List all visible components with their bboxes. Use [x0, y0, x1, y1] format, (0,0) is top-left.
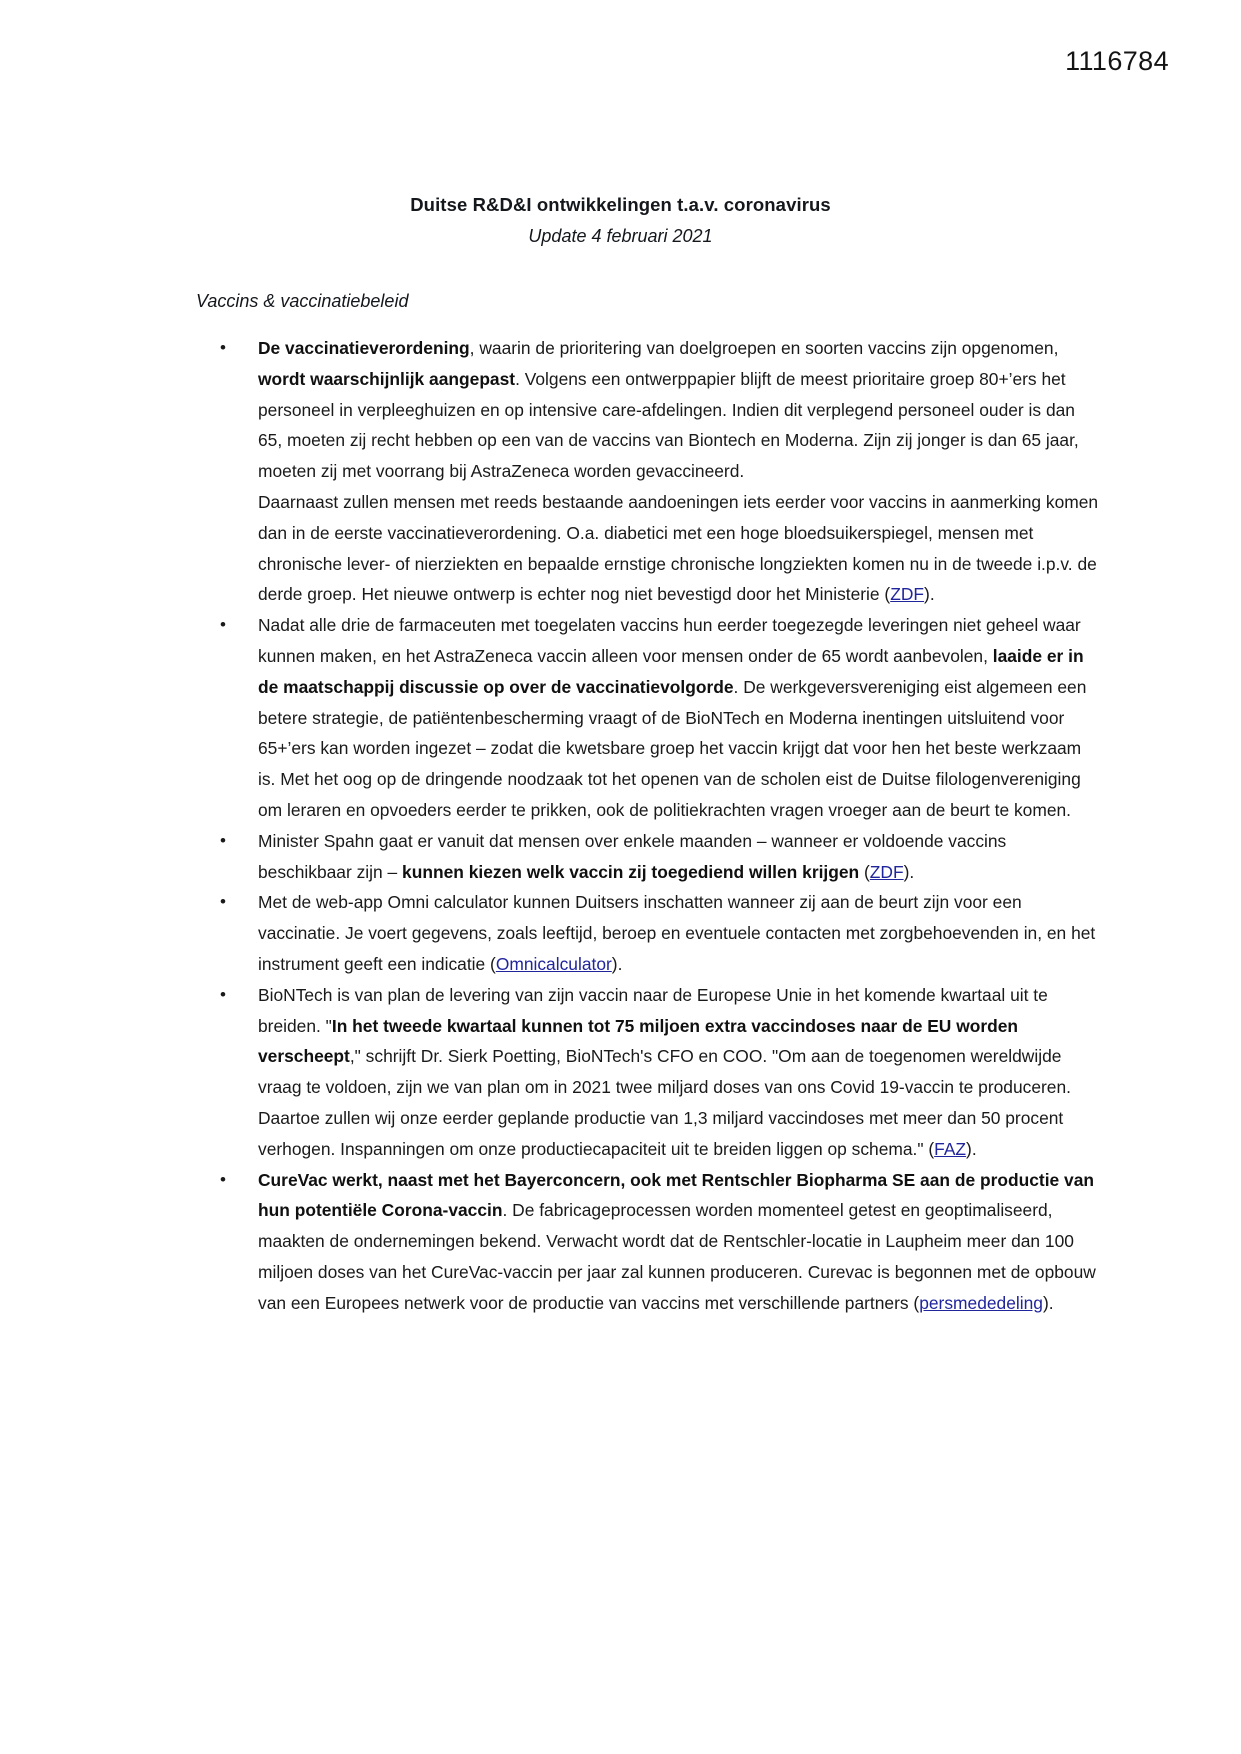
bullet-item: [196, 333, 1102, 610]
body-text: . Volgens een ontwerppapier blijft de meest prioritaire groep 80+’ers het personeel in verpleeghuizen en op intensive care-afdelingen. Indien dit verplegend personeel ouder is dan 65, moeten zij recht hebben op een van de vaccins van Biontech en Moderna. Zijn zij jonger is dan 65 jaar, moeten zij met voorrang bij AstraZeneca worden gevaccineerd.: [258, 368, 1079, 482]
body-text: (: [859, 861, 870, 882]
emphasis-text: wordt waarschijnlijk aangepast: [258, 368, 516, 389]
body-text: ).: [966, 1138, 977, 1159]
body-text: ).: [611, 953, 623, 974]
body-text: ).: [903, 861, 915, 882]
bullet-paragraph: [258, 980, 1102, 1165]
bullet-list: [196, 333, 1102, 1319]
bullet-paragraph: [258, 887, 1102, 979]
body-text: . De werkgeversvereniging eist algemeen een betere strategie, de patiëntenbescherming vraagt of de BioNTech en Moderna inentingen uitsluitend voor 65+’ers kan worden ingezet – zodat die kwetsbare groep het vaccin krijgt dat voor hen het beste werkzaam is. Met het oog op de dringende noodzaak tot het openen van de scholen eist de Duitse filologenvereniging om leraren en opvoeders eerder te prikken, ook de politiekrachten vragen vroeger aan de beurt te komen.: [258, 676, 1087, 820]
source-link[interactable]: Omnicalculator: [495, 953, 612, 974]
bullet-item: [196, 887, 1102, 979]
document-subtitle: Update 4 februari 2021: [528, 225, 713, 246]
body-text: Met de web-app Omni calculator kunnen Duitsers inschatten wanneer zij aan de beurt zijn voor een vaccinatie. Je voert gegevens, zoals leeftijd, beroep en eventuele contacten met zorgbehoevenden in, en het instrument geeft een indicatie (: [258, 892, 1096, 974]
bullet-paragraph: [258, 333, 1102, 487]
body-text: Minister Spahn gaat er vanuit dat mensen over enkele maanden – wanneer er voldoende vaccins beschikbaar zijn –: [258, 830, 1007, 882]
section-heading-vaccins: Vaccins & vaccinatiebeleid: [196, 291, 409, 311]
bullet-item: [196, 826, 1102, 888]
document-body: [196, 288, 1102, 1319]
bullet-item: [196, 980, 1102, 1165]
source-link[interactable]: ZDF: [869, 861, 904, 882]
body-text: Nadat alle drie de farmaceuten met toegelaten vaccins hun eerder toegezegde leveringen niet geheel waar kunnen maken, en het AstraZeneca vaccin alleen voor mensen onder de 65 wordt aanbevolen,: [258, 615, 1081, 666]
bullet-item: [196, 1165, 1102, 1319]
body-text: ," schrijft Dr. Sierk Poetting, BioNTech's CFO en COO. "Om aan de toegenomen wereldwijde vraag te voldoen, zijn we van plan om in 2021 twee miljard doses van ons Covid 19-vaccin te produceren. Daartoe zullen wij onze eerder geplande productie van 1,3 miljard vaccindoses met meer dan 50 procent verhogen. Inspanningen om onze productiecapaciteit uit te breiden liggen op schema." (: [258, 1046, 1071, 1159]
source-link[interactable]: ZDF: [890, 584, 925, 605]
source-link[interactable]: persmededeling: [919, 1292, 1043, 1313]
body-text: BioNTech is van plan de levering van zijn vaccin naar de Europese Unie in het komende kwartaal uit te breiden. ": [258, 984, 1048, 1036]
bullet-paragraph: [258, 610, 1102, 826]
bullet-paragraph: [258, 487, 1102, 610]
bullet-paragraph: [258, 1165, 1102, 1319]
body-text: ).: [1042, 1292, 1054, 1313]
bullet-item: [196, 610, 1102, 826]
emphasis-text: In het tweede kwartaal kunnen tot 75 miljoen extra vaccindoses naar de EU worden verscheept: [258, 1015, 1019, 1067]
emphasis-text: kunnen kiezen welk vaccin zij toegediend willen krijgen: [402, 861, 860, 882]
body-text: . De fabricageprocessen worden momenteel getest en geoptimaliseerd, maakten de ondernemingen bekend. Verwacht wordt dat de Rentschler-locatie in Laupheim meer dan 100 miljoen doses van het CureVac-vaccin per jaar zal kunnen produceren. Curevac is begonnen met de opbouw van een Europees netwerk voor de productie van vaccins met verschillende partners (: [258, 1200, 1096, 1313]
title-block: [0, 192, 1241, 249]
emphasis-text: De vaccinatieverordening: [258, 338, 470, 358]
body-text: ).: [924, 584, 935, 605]
document-title: Duitse R&D&I ontwikkelingen t.a.v. coronavirus: [410, 194, 831, 215]
body-text: Daarnaast zullen mensen met reeds bestaande aandoeningen iets eerder voor vaccins in aanmerking komen dan in de eerste vaccinatieverordening. O.a. diabetici met een hoge bloedsuikerspiegel, mensen met chronische lever- of nierziekten en bepaalde ernstige chronische longziekten komen nu in de tweede i.p.v. de derde groep. Het nieuwe ontwerp is echter nog niet bevestigd door het Ministerie (: [258, 491, 1099, 605]
page-folio-number: 1116784: [1065, 46, 1169, 76]
source-link[interactable]: FAZ: [934, 1138, 967, 1159]
emphasis-text: CureVac werkt, naast met het Bayerconcern, ook met Rentschler Biopharma SE aan de productie van hun potentiële Corona-vaccin: [258, 1169, 1094, 1221]
emphasis-text: laaide er in de maatschappij discussie op over de vaccinatievolgorde: [258, 645, 1084, 697]
bullet-paragraph: [258, 826, 1102, 888]
body-text: , waarin de prioritering van doelgroepen en soorten vaccins zijn opgenomen,: [469, 338, 1059, 358]
